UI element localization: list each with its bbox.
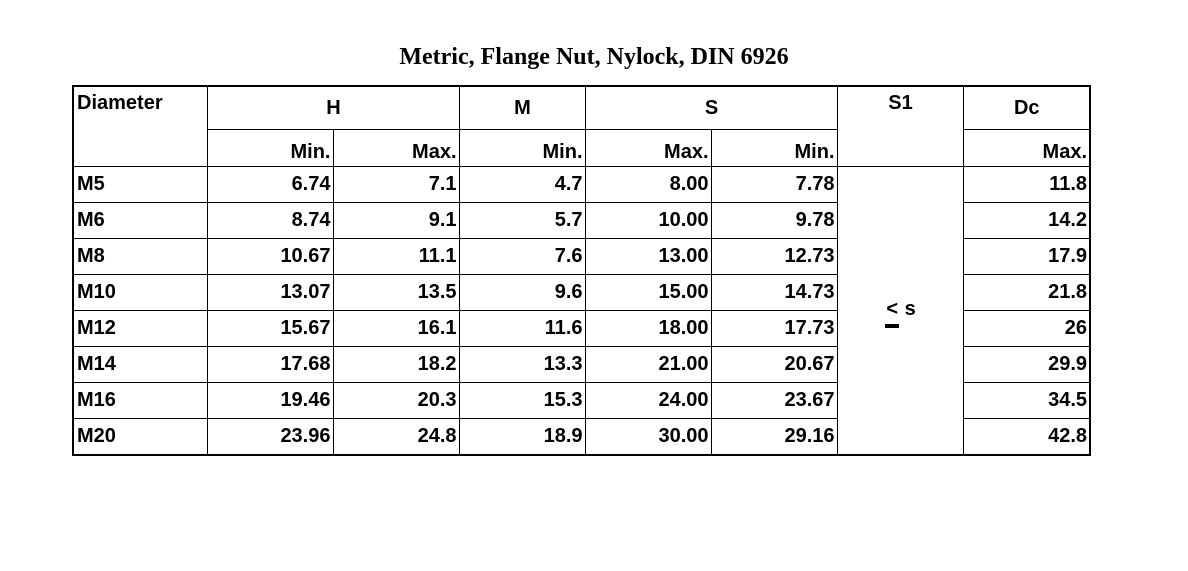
- cell-dc-max: 26: [963, 311, 1090, 347]
- cell-h-min: 10.67: [207, 239, 333, 275]
- cell-h-max: 16.1: [333, 311, 459, 347]
- spec-table: [72, 85, 1091, 456]
- cell-h-max: 7.1: [333, 167, 459, 203]
- cell-s1-value: [837, 167, 963, 456]
- header-row: [73, 86, 1090, 130]
- cell-h-min: 15.67: [207, 311, 333, 347]
- cell-m-min: 4.7: [459, 167, 585, 203]
- col-header-dc: Dc: [963, 86, 1090, 130]
- cell-diameter: M5: [73, 167, 207, 203]
- cell-s-max: 15.00: [585, 275, 711, 311]
- cell-s-min: 17.73: [711, 311, 837, 347]
- cell-dc-max: 29.9: [963, 347, 1090, 383]
- s1-value-text: s: [904, 297, 916, 320]
- cell-s-max: 18.00: [585, 311, 711, 347]
- cell-s-max: 8.00: [585, 167, 711, 203]
- cell-s-max: 13.00: [585, 239, 711, 275]
- cell-s-min: 9.78: [711, 203, 837, 239]
- cell-h-min: 17.68: [207, 347, 333, 383]
- cell-h-min: 6.74: [207, 167, 333, 203]
- cell-dc-max: 17.9: [963, 239, 1090, 275]
- subheader-h-min: Min.: [207, 130, 333, 167]
- col-header-m: M: [459, 86, 585, 130]
- cell-s-max: 30.00: [585, 419, 711, 456]
- cell-diameter: M14: [73, 347, 207, 383]
- cell-dc-max: 11.8: [963, 167, 1090, 203]
- cell-dc-max: 21.8: [963, 275, 1090, 311]
- cell-s-min: 12.73: [711, 239, 837, 275]
- cell-h-max: 24.8: [333, 419, 459, 456]
- cell-s-max: 10.00: [585, 203, 711, 239]
- cell-dc-max: 14.2: [963, 203, 1090, 239]
- cell-h-max: 13.5: [333, 275, 459, 311]
- cell-diameter: M20: [73, 419, 207, 456]
- cell-s-max: 24.00: [585, 383, 711, 419]
- cell-s-min: 14.73: [711, 275, 837, 311]
- subheader-m-min: Min.: [459, 130, 585, 167]
- cell-s-min: 23.67: [711, 383, 837, 419]
- cell-diameter: M16: [73, 383, 207, 419]
- subheader-dc-max: Max.: [963, 130, 1090, 167]
- cell-diameter: M12: [73, 311, 207, 347]
- cell-s-max: 21.00: [585, 347, 711, 383]
- cell-h-min: 23.96: [207, 419, 333, 456]
- cell-h-max: 18.2: [333, 347, 459, 383]
- cell-h-max: 9.1: [333, 203, 459, 239]
- cell-m-min: 13.3: [459, 347, 585, 383]
- less-or-equal-symbol: <: [885, 294, 899, 328]
- col-header-h: H: [207, 86, 459, 130]
- cell-dc-max: 42.8: [963, 419, 1090, 456]
- cell-m-min: 7.6: [459, 239, 585, 275]
- cell-h-max: 20.3: [333, 383, 459, 419]
- subheader-s-min: Min.: [711, 130, 837, 167]
- cell-m-min: 18.9: [459, 419, 585, 456]
- cell-h-min: 8.74: [207, 203, 333, 239]
- subheader-s-max: Max.: [585, 130, 711, 167]
- cell-m-min: 15.3: [459, 383, 585, 419]
- cell-diameter: M10: [73, 275, 207, 311]
- cell-diameter: M8: [73, 239, 207, 275]
- cell-h-min: 13.07: [207, 275, 333, 311]
- subheader-h-max: Max.: [333, 130, 459, 167]
- page-title: Metric, Flange Nut, Nylock, DIN 6926: [399, 44, 789, 70]
- col-header-s: S: [585, 86, 837, 130]
- cell-dc-max: 34.5: [963, 383, 1090, 419]
- col-header-diameter: Diameter: [73, 86, 207, 167]
- col-header-s1: S1: [837, 86, 963, 167]
- cell-m-min: 5.7: [459, 203, 585, 239]
- cell-m-min: 11.6: [459, 311, 585, 347]
- cell-m-min: 9.6: [459, 275, 585, 311]
- cell-s-min: 20.67: [711, 347, 837, 383]
- cell-s-min: 29.16: [711, 419, 837, 456]
- cell-h-max: 11.1: [333, 239, 459, 275]
- cell-s-min: 7.78: [711, 167, 837, 203]
- cell-diameter: M6: [73, 203, 207, 239]
- table-row: [73, 167, 1090, 203]
- cell-h-min: 19.46: [207, 383, 333, 419]
